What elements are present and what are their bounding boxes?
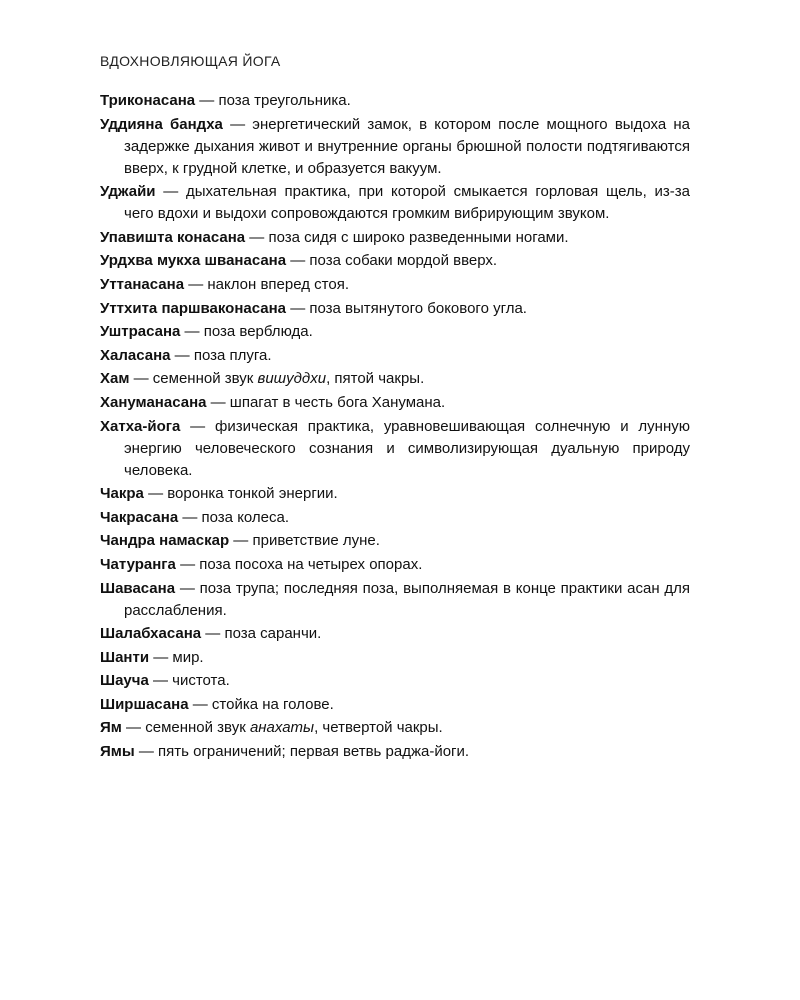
- glossary-entry: [100, 321, 690, 343]
- glossary-term: Шалабхасана: [100, 625, 202, 643]
- glossary-entry: [100, 181, 690, 225]
- glossary-definition: — поза треугольника.: [195, 92, 351, 109]
- glossary-term: Ям: [100, 719, 122, 737]
- glossary-entry: [100, 483, 690, 505]
- glossary-term: Уджайи: [100, 183, 156, 201]
- glossary-definition: — пять ограничений; первая ветвь раджа-йоги.: [134, 743, 470, 761]
- glossary-entry: [100, 507, 690, 529]
- glossary-definition: — поза верблюда.: [180, 323, 313, 341]
- glossary-definition: — шпагат в честь бога Ханумана.: [206, 393, 446, 411]
- glossary-term: Шавасана: [100, 579, 176, 597]
- glossary-term: Хатха-йога: [100, 417, 181, 435]
- glossary-entry: [100, 298, 690, 320]
- glossary-definition: — поза сидя с широко разведенными ногами.: [245, 228, 569, 246]
- glossary-list: [100, 90, 690, 765]
- glossary-definition: — наклон вперед стоя.: [184, 275, 349, 293]
- glossary-definition: [129, 370, 424, 387]
- glossary-definition: — поза колеса.: [178, 508, 290, 526]
- glossary-entry: [100, 250, 690, 272]
- definition-text: — семенной звук: [129, 370, 258, 388]
- glossary-term: Чатуранга: [100, 555, 176, 573]
- glossary-definition: — поза посоха на четырех опорах.: [175, 555, 423, 573]
- glossary-entry: [100, 368, 690, 390]
- glossary-entry: [100, 392, 690, 414]
- glossary-definition: — мир.: [149, 648, 204, 666]
- glossary-term: Ямы: [100, 743, 135, 761]
- glossary-term: Уттхита паршваконасана: [100, 299, 287, 317]
- glossary-entry: [100, 90, 690, 112]
- glossary-definition: — физическая практика, уравновешивающая солнечную и лунную энергию человеческого сознания и символизирующая дуальную природу человека.: [124, 417, 690, 479]
- glossary-entry: [100, 647, 690, 669]
- glossary-definition: — чистота.: [148, 672, 230, 690]
- glossary-definition: — поза саранчи.: [201, 625, 322, 643]
- glossary-entry: [100, 554, 690, 576]
- glossary-term: Уддияна бандха: [100, 115, 223, 133]
- glossary-entry: [100, 227, 690, 249]
- glossary-entry: [100, 694, 690, 716]
- italic-term: вишуддхи: [257, 370, 327, 388]
- glossary-entry: [100, 416, 690, 482]
- glossary-entry: [100, 670, 690, 692]
- glossary-term: Шауча: [100, 672, 149, 690]
- glossary-entry: [100, 623, 690, 645]
- glossary-entry: [100, 717, 690, 739]
- glossary-term: Чакрасана: [100, 508, 179, 526]
- definition-text: , пятой чакры.: [326, 370, 425, 388]
- definition-text: , четвертой чакры.: [314, 719, 443, 737]
- glossary-entry: [100, 114, 690, 180]
- glossary-entry: [100, 530, 690, 552]
- glossary-definition: — поза вытянутого бокового угла.: [286, 299, 527, 317]
- glossary-definition: — поза плуга.: [170, 346, 272, 364]
- glossary-term: Урдхва мукха шванасана: [100, 252, 287, 270]
- definition-text: — семенной звук: [121, 719, 250, 737]
- glossary-definition: — поза трупа; последняя поза, выполняемая в конце практики асан для расслабления.: [124, 579, 690, 619]
- glossary-definition: — приветствие луне.: [229, 532, 380, 550]
- glossary-term: Хам: [100, 370, 130, 388]
- glossary-term: Уттанасана: [100, 275, 185, 293]
- glossary-term: Ширшасана: [100, 695, 189, 713]
- glossary-definition: — поза собаки мордой вверх.: [286, 252, 498, 270]
- glossary-entry: [100, 274, 690, 296]
- glossary-term: Уштрасана: [100, 323, 181, 341]
- glossary-term: Чандра намаскар: [100, 532, 230, 550]
- glossary-entry: [100, 578, 690, 622]
- glossary-definition: — дыхательная практика, при которой смыкается горловая щель, из-за чего вдохи и выдохи сопровождаются громким вибрирующим звуком.: [124, 183, 690, 223]
- glossary-term: Шанти: [100, 648, 150, 666]
- running-head: ВДОХНОВЛЯЮЩАЯ ЙОГА: [100, 53, 281, 69]
- glossary-term: Чакра: [100, 485, 144, 503]
- glossary-definition: — воронка тонкой энергии.: [143, 485, 338, 503]
- glossary-term: Упавишта конасана: [100, 228, 246, 246]
- glossary-definition: — стойка на голове.: [188, 695, 334, 713]
- italic-term: анахаты: [249, 719, 315, 737]
- glossary-entry: [100, 345, 690, 367]
- glossary-definition: — энергетический замок, в котором после мощного выдоха на задержке дыхания живот и внутренние органы брюшной полости подтягиваются вверх, к грудной клетке, и образуется вакуум.: [124, 115, 690, 177]
- glossary-entry: [100, 741, 690, 763]
- glossary-term: Хануманасана: [100, 393, 207, 411]
- glossary-term: Триконасана: [100, 92, 196, 109]
- glossary-definition: [122, 719, 443, 736]
- glossary-term: Халасана: [100, 346, 171, 364]
